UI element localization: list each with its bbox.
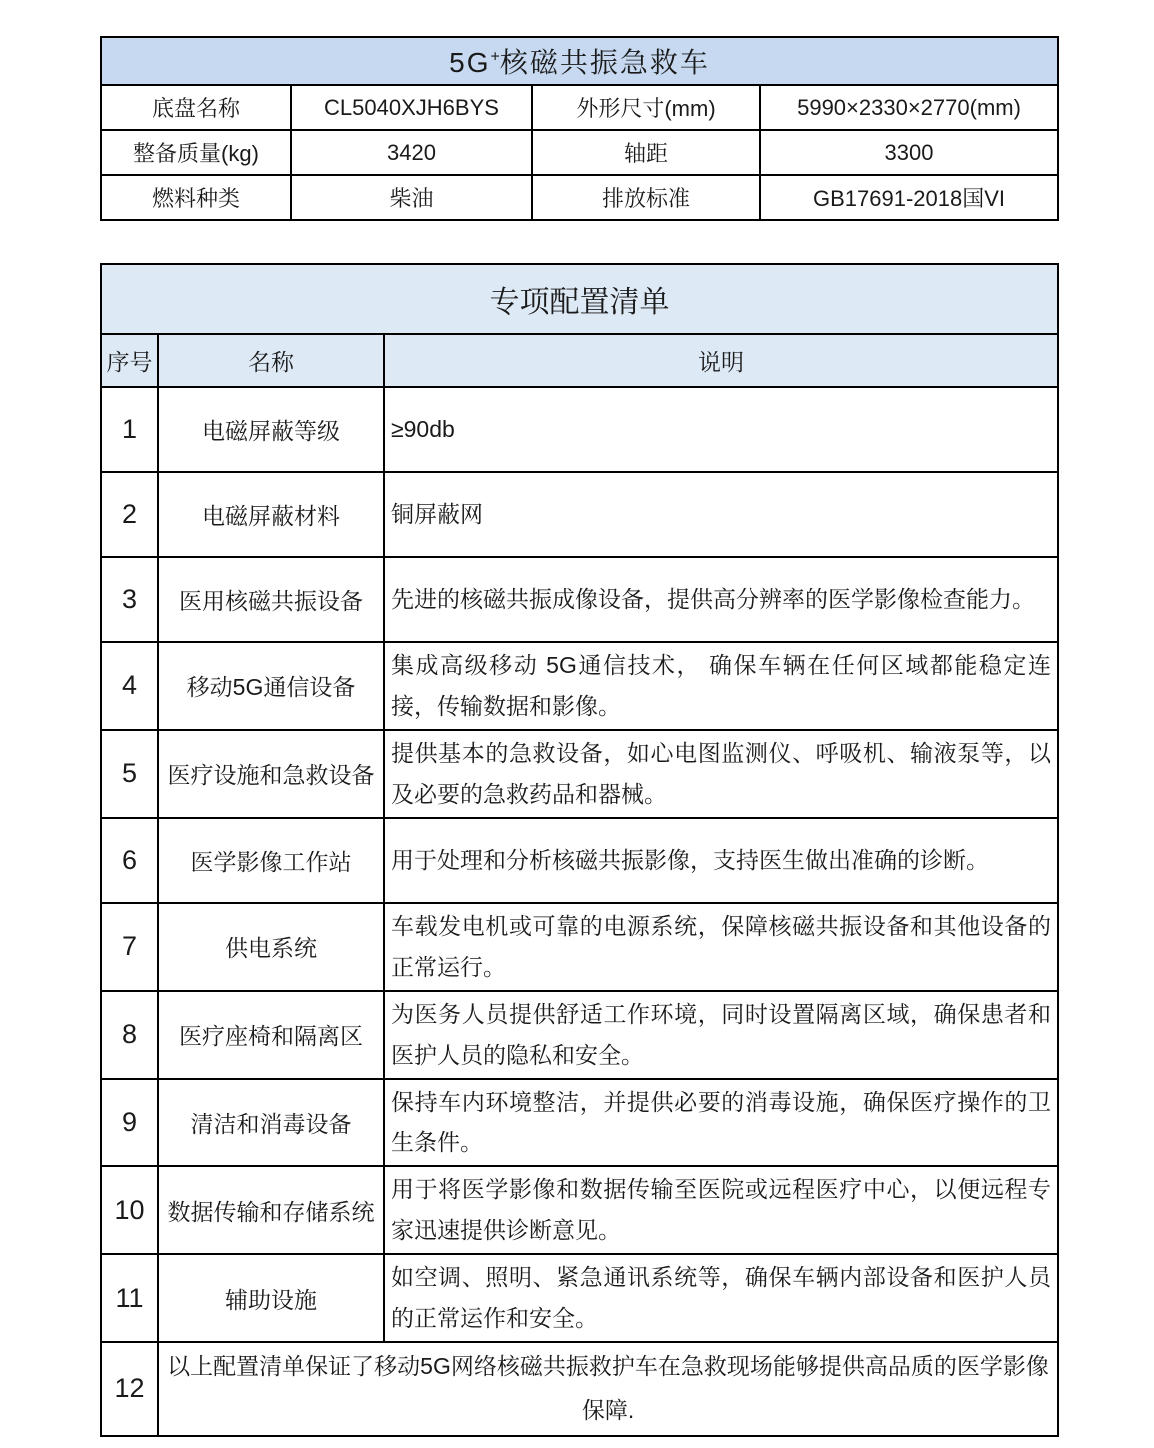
item-desc-cell: 用于将医学影像和数据传输至医院或远程医疗中心，以便远程专家迅速提供诊断意见。 <box>384 1166 1058 1254</box>
row-number-cell: 3 <box>101 557 158 642</box>
table-row <box>101 175 1058 220</box>
table-row <box>101 1166 1058 1254</box>
spec-label-cell: 整备质量(kg) <box>101 130 291 175</box>
row-number-cell: 6 <box>101 818 158 903</box>
item-name-cell: 医用核磁共振设备 <box>158 557 384 642</box>
spec-value-cell: GB17691-2018国VI <box>760 175 1058 220</box>
item-desc-cell: ≥90db <box>384 387 1058 472</box>
row-number-cell: 4 <box>101 642 158 730</box>
item-desc-cell: 提供基本的急救设备，如心电图监测仪、呼吸机、输液泵等，以及必要的急救药品和器械。 <box>384 730 1058 818</box>
table-row <box>101 387 1058 472</box>
config-table-title: 专项配置清单 <box>101 264 1058 334</box>
item-name-cell: 医疗设施和急救设备 <box>158 730 384 818</box>
spec-value-cell: CL5040XJH6BYS <box>291 85 532 130</box>
config-table-header-row <box>101 334 1058 387</box>
table-row <box>101 472 1058 557</box>
vehicle-title-superscript: + <box>490 48 500 66</box>
item-desc-cell: 铜屏蔽网 <box>384 472 1058 557</box>
vehicle-table-title-row <box>101 37 1058 85</box>
spec-value-cell: 3420 <box>291 130 532 175</box>
table-row <box>101 1254 1058 1342</box>
config-list-table <box>100 263 1059 1437</box>
table-row <box>101 730 1058 818</box>
row-number-cell: 5 <box>101 730 158 818</box>
item-desc-cell: 先进的核磁共振成像设备，提供高分辨率的医学影像检查能力。 <box>384 557 1058 642</box>
row-number-cell: 7 <box>101 903 158 991</box>
column-header-no: 序号 <box>101 334 158 387</box>
table-row <box>101 991 1058 1079</box>
table-row <box>101 85 1058 130</box>
vehicle-title-text: 5G <box>449 47 491 78</box>
config-table-title-row <box>101 264 1058 334</box>
table-row <box>101 1342 1058 1435</box>
item-name-cell: 移动5G通信设备 <box>158 642 384 730</box>
spec-value-cell: 柴油 <box>291 175 532 220</box>
item-desc-cell: 为医务人员提供舒适工作环境，同时设置隔离区域，确保患者和医护人员的隐私和安全。 <box>384 991 1058 1079</box>
item-desc-cell: 如空调、照明、紧急通讯系统等，确保车辆内部设备和医护人员的正常运作和安全。 <box>384 1254 1058 1342</box>
item-name-cell: 辅助设施 <box>158 1254 384 1342</box>
row-number-cell: 10 <box>101 1166 158 1254</box>
item-desc-cell: 保持车内环境整洁，并提供必要的消毒设施，确保医疗操作的卫生条件。 <box>384 1079 1058 1167</box>
item-name-cell: 医学影像工作站 <box>158 818 384 903</box>
item-name-cell: 医疗座椅和隔离区 <box>158 991 384 1079</box>
item-name-cell: 清洁和消毒设备 <box>158 1079 384 1167</box>
spec-label-cell: 排放标准 <box>532 175 760 220</box>
item-name-cell: 供电系统 <box>158 903 384 991</box>
vehicle-title-text: 核磁共振急救车 <box>499 47 710 78</box>
row-number-cell: 8 <box>101 991 158 1079</box>
table-row <box>101 130 1058 175</box>
spec-value-cell: 3300 <box>760 130 1058 175</box>
vehicle-table-title <box>101 37 1058 85</box>
item-name-cell: 电磁屏蔽材料 <box>158 472 384 557</box>
table-row <box>101 903 1058 991</box>
table-row <box>101 818 1058 903</box>
column-header-name: 名称 <box>158 334 384 387</box>
item-name-cell: 数据传输和存储系统 <box>158 1166 384 1254</box>
item-name-cell: 电磁屏蔽等级 <box>158 387 384 472</box>
vehicle-spec-table <box>100 36 1059 221</box>
row-number-cell: 12 <box>101 1342 158 1435</box>
spec-value-cell: 5990×2330×2770(mm) <box>760 85 1058 130</box>
spec-label-cell: 底盘名称 <box>101 85 291 130</box>
column-header-desc: 说明 <box>384 334 1058 387</box>
table-row <box>101 557 1058 642</box>
spec-label-cell: 轴距 <box>532 130 760 175</box>
row-number-cell: 11 <box>101 1254 158 1342</box>
row-number-cell: 1 <box>101 387 158 472</box>
spec-label-cell: 外形尺寸(mm) <box>532 85 760 130</box>
table-row <box>101 642 1058 730</box>
table-row <box>101 1079 1058 1167</box>
item-desc-cell: 用于处理和分析核磁共振影像，支持医生做出准确的诊断。 <box>384 818 1058 903</box>
spec-label-cell: 燃料种类 <box>101 175 291 220</box>
item-desc-cell: 集成高级移动 5G通信技术， 确保车辆在任何区域都能稳定连接，传输数据和影像。 <box>384 642 1058 730</box>
row-number-cell: 9 <box>101 1079 158 1167</box>
row-number-cell: 2 <box>101 472 158 557</box>
item-desc-cell: 车载发电机或可靠的电源系统，保障核磁共振设备和其他设备的正常运行。 <box>384 903 1058 991</box>
summary-cell: 以上配置清单保证了移动5G网络核磁共振救护车在急救现场能够提供高品质的医学影像保障. <box>158 1342 1058 1435</box>
